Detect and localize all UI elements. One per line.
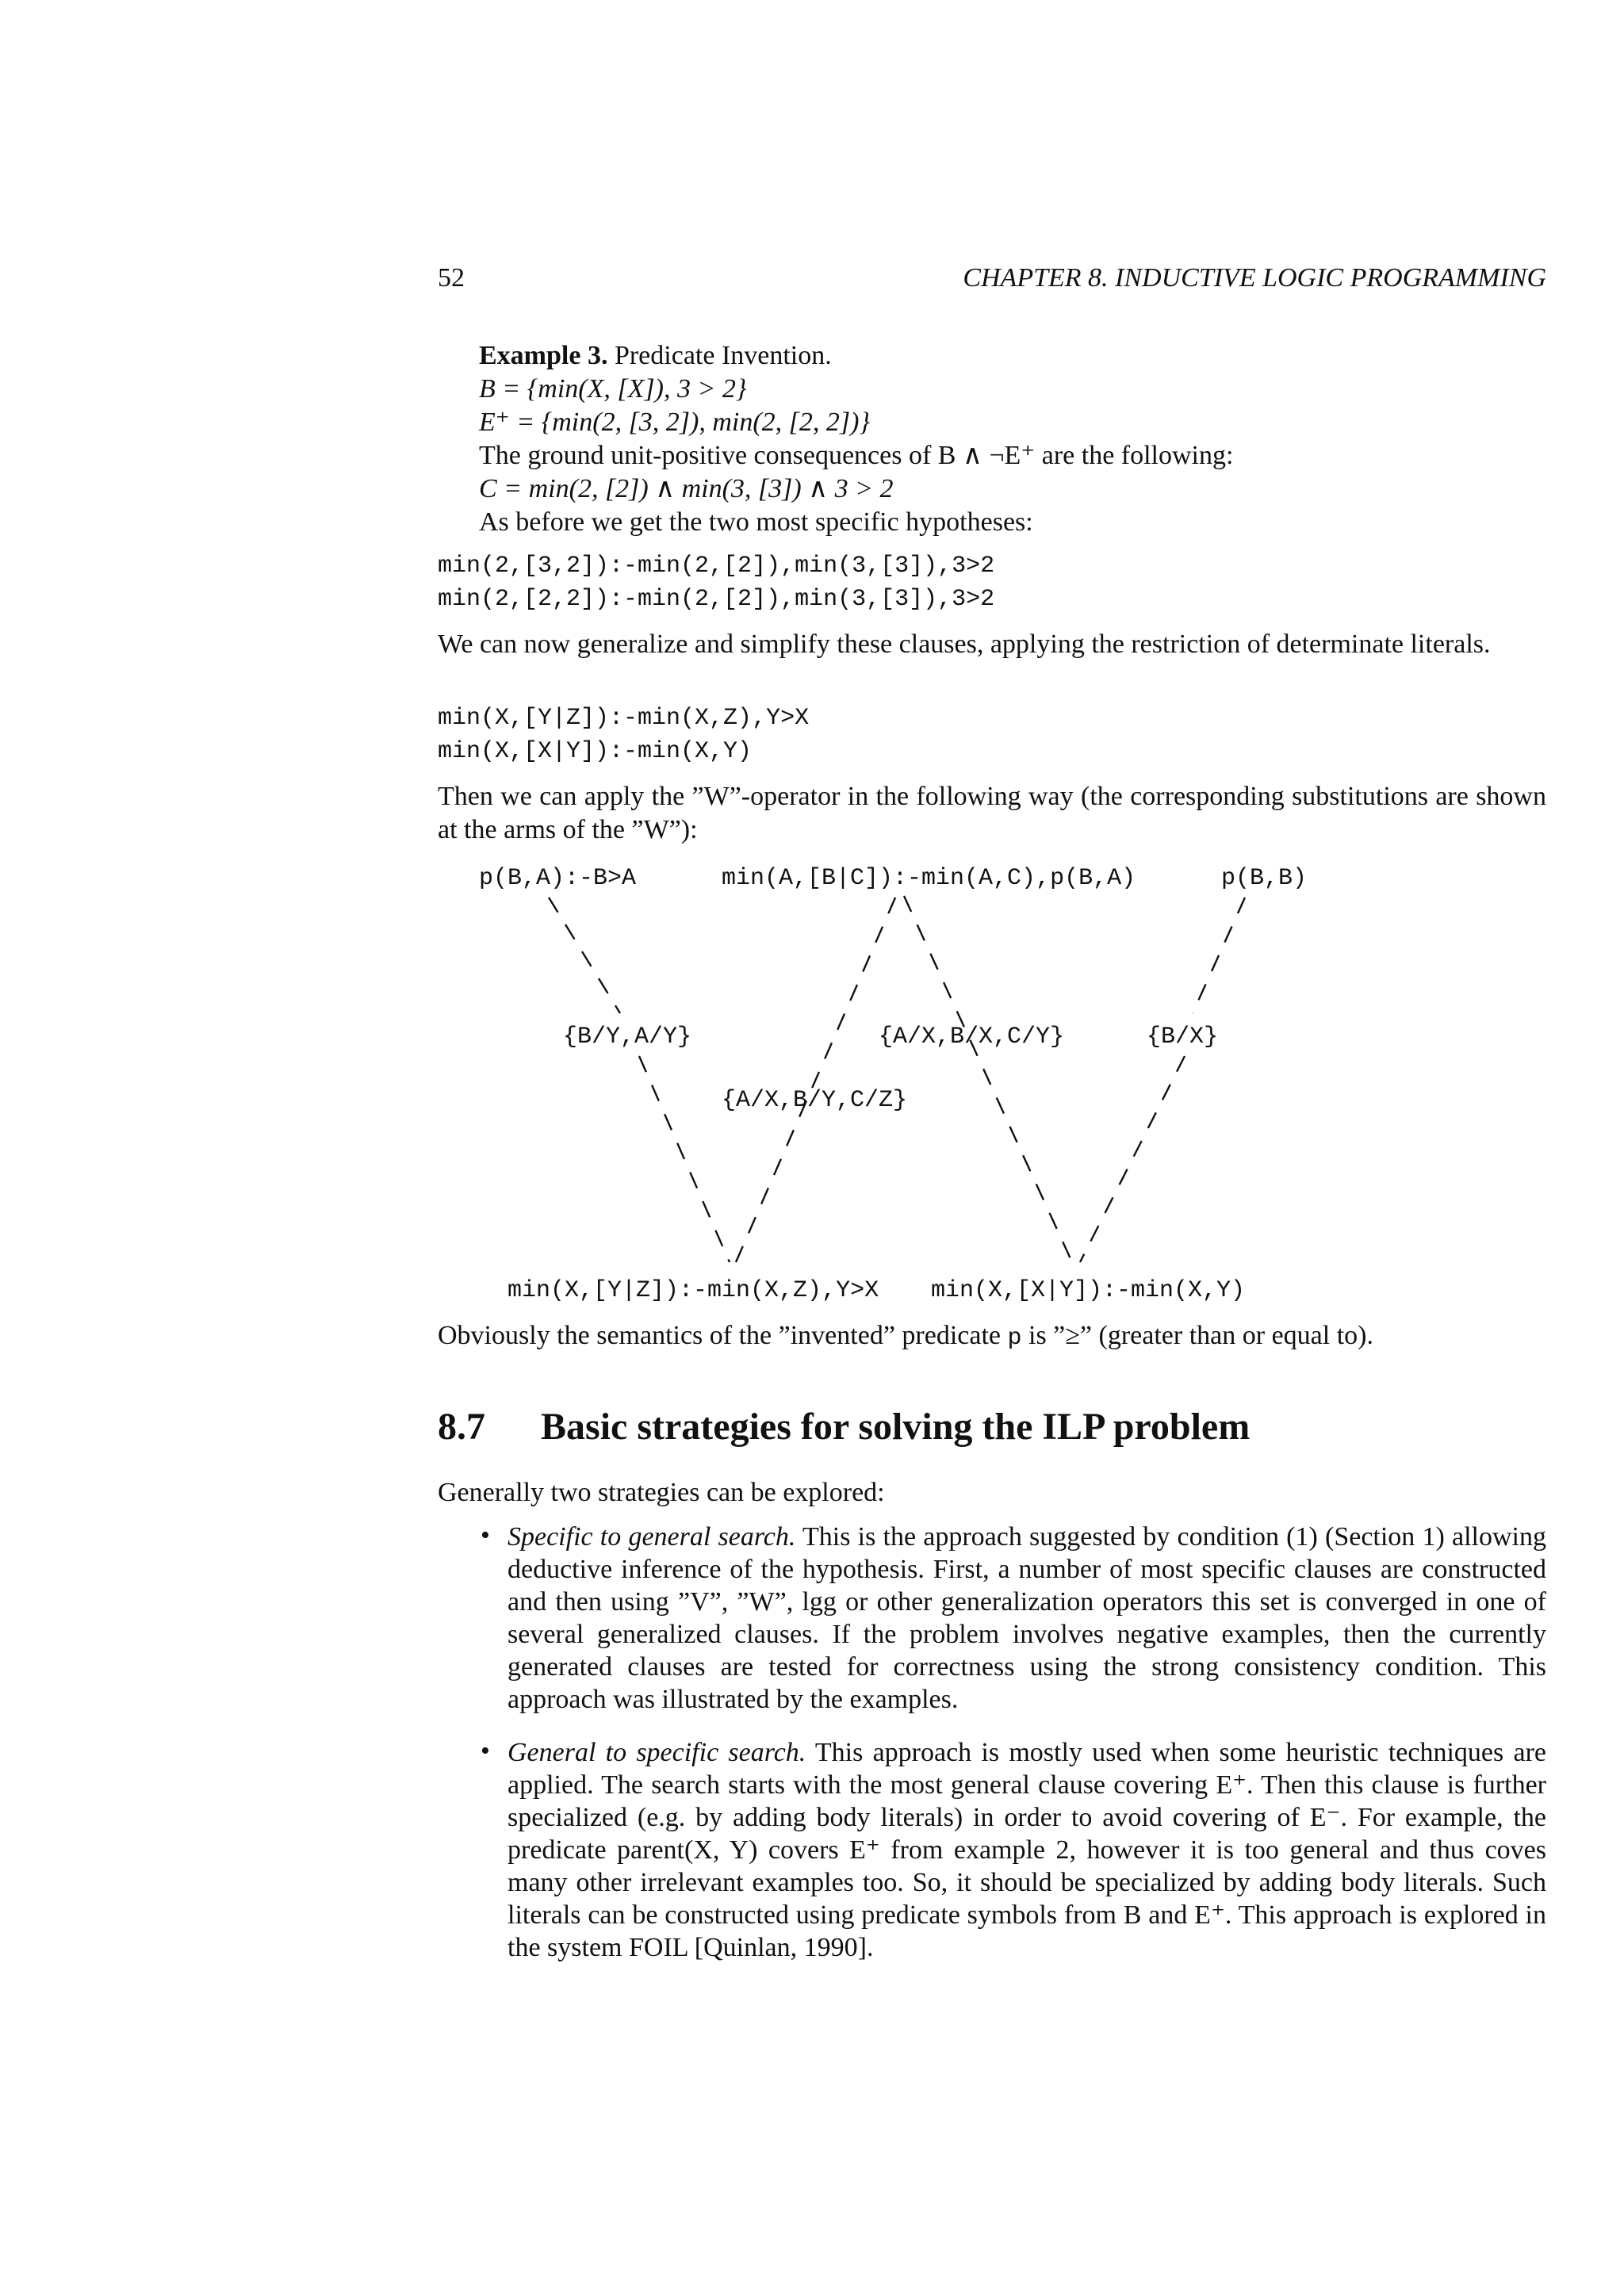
diagram-sub-mid-right: {A/X,B/X,C/Y}	[879, 1024, 1065, 1050]
example-line-before: As before we get the two most specific hypotheses:	[479, 507, 1033, 537]
obvious-text-after: is ”≥” (greater than or equal to).	[1021, 1321, 1373, 1350]
diagram-top-mid-clause: min(A,[B|C]):-min(A,C),p(B,A)	[722, 865, 1136, 892]
example-line-eplus: E⁺ = {min(2, [3, 2]), min(2, [2, 2])}	[479, 408, 871, 437]
diagram-bottom-right-clause: min(X,[X|Y]):-min(X,Y)	[931, 1277, 1246, 1304]
bullet-1-text: This is the approach suggested by condition (1) (Section 1) allowing deductive inference of the hypothesis. First, a number of most specific clauses are constructed and then using ”V”, ”W”, lgg or other generalization operators this set is converged in one of several generalized clauses. If the problem involves negative examples, then the currently generated clauses are tested for correctness using the strong consistency condition. This approach was illustrated by the examples.	[508, 1522, 1546, 1714]
example-line-c: C = min(2, [2]) ∧ min(3, [3]) ∧ 3 > 2	[479, 474, 894, 503]
paragraph-generalize: We can now generalize and simplify these clauses, applying the restriction of determinate literals.	[438, 629, 1491, 659]
obvious-text-before: Obviously the semantics of the ”invented” predicate	[438, 1321, 1008, 1350]
obvious-code-p: p	[1007, 1325, 1022, 1352]
diagram-top-right-clause: p(B,B)	[1221, 865, 1308, 892]
arm-sub-right-to-bottom	[1080, 1056, 1185, 1262]
arm-apex-to-bottom-right	[904, 896, 1072, 1262]
diagram-bottom-left-clause: min(X,[Y|Z]):-min(X,Z),Y>X	[508, 1277, 879, 1304]
arm-bottom-left-to-apex	[736, 896, 896, 1262]
bullet-marker-2: •	[481, 1736, 490, 1766]
paragraph-w-operator: Then we can apply the ”W”-operator in the following way (the corresponding substitutions are shown at the arms of the ”W”):	[438, 782, 1546, 844]
bullet-marker-1: •	[481, 1521, 490, 1550]
arm-sub-left-to-bottom	[639, 1056, 730, 1262]
section-heading	[438, 1405, 1250, 1448]
bullet-2-text: This approach is mostly used when some heuristic techniques are applied. The search starts with the most general clause covering E⁺. Then this clause is further specialized (e.g. by adding body literals) in order to avoid covering of E⁻. For example, the predicate parent(X, Y) covers E⁺ from example 2, however it is too general and thus coves many other irrelevant examples too. So, it should be specialized by adding body literals. Such literals can be constructed using predicate symbols from B and E⁺. This approach is explored in the system FOIL [Quinlan, 1990].	[508, 1738, 1546, 1962]
chapter-header: CHAPTER 8. INDUCTIVE LOGIC PROGRAMMING	[963, 263, 1546, 293]
example-line-ground: The ground unit-positive consequences of B ∧ ¬E⁺ are the following:	[479, 441, 1234, 470]
section-title: Basic strategies for solving the ILP problem	[541, 1406, 1251, 1448]
paragraph-generally: Generally two strategies can be explored:	[438, 1478, 885, 1507]
bullet-1-lead: Specific to general search.	[508, 1522, 796, 1552]
arm-top-right-to-sub	[1193, 897, 1245, 1013]
code-hypothesis-1: min(2,[3,2]):-min(2,[2]),min(3,[3]),3>2	[438, 553, 995, 580]
example-label: Example 3.	[479, 341, 608, 370]
diagram-sub-left: {B/Y,A/Y}	[563, 1024, 692, 1050]
arm-top-left-to-sub	[549, 897, 620, 1013]
bullet-2-lead: General to specific search.	[508, 1738, 806, 1767]
diagram-sub-mid-left: {A/X,B/Y,C/Z}	[722, 1087, 908, 1114]
example-line-b: B = {min(X, [X]), 3 > 2}	[479, 374, 747, 404]
paragraph-obvious	[438, 1319, 1373, 1354]
page-number: 52	[438, 263, 465, 293]
bullet-general-to-specific	[508, 1736, 1546, 1964]
code-generalized-2: min(X,[X|Y]):-min(X,Y)	[438, 738, 753, 765]
code-generalized-1: min(X,[Y|Z]):-min(X,Z),Y>X	[438, 705, 810, 732]
code-hypothesis-2: min(2,[2,2]):-min(2,[2]),min(3,[3]),3>2	[438, 586, 995, 613]
example-title: Predicate Invention.	[614, 341, 832, 370]
diagram-sub-right: {B/X}	[1147, 1024, 1219, 1050]
section-number: 8.7	[438, 1406, 485, 1448]
diagram-top-left-clause: p(B,A):-B>A	[479, 865, 637, 892]
bullet-specific-to-general	[508, 1521, 1546, 1716]
